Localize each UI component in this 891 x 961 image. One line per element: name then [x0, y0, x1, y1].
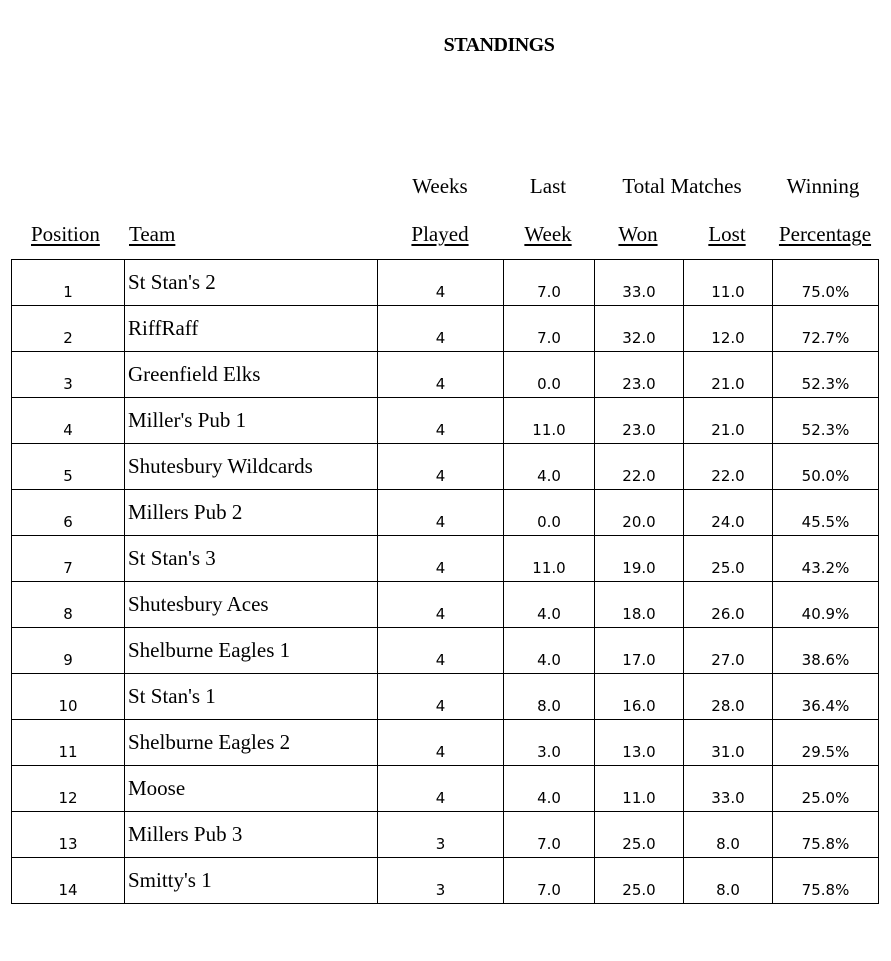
table-row	[12, 490, 879, 536]
weeks-played-cell: 4	[378, 628, 504, 674]
header-team: Team	[129, 222, 176, 246]
weeks-played-cell: 4	[378, 444, 504, 490]
won-cell: 20.0	[595, 490, 684, 536]
winning-percentage-cell: 75.0%	[773, 260, 879, 306]
table-row	[12, 398, 879, 444]
won-cell: 17.0	[595, 628, 684, 674]
won-cell: 32.0	[595, 306, 684, 352]
winning-percentage-cell: 40.9%	[773, 582, 879, 628]
position-cell: 11	[12, 720, 125, 766]
won-cell: 25.0	[595, 858, 684, 904]
weeks-played-cell: 4	[378, 766, 504, 812]
lost-cell: 26.0	[684, 582, 773, 628]
table-row	[12, 352, 879, 398]
header-total-matches: Total Matches	[622, 174, 742, 198]
position-cell: 5	[12, 444, 125, 490]
won-cell: 13.0	[595, 720, 684, 766]
last-week-cell: 11.0	[504, 398, 595, 444]
weeks-played-cell: 4	[378, 260, 504, 306]
team-name-cell: Shutesbury Aces	[125, 582, 378, 628]
position-cell: 12	[12, 766, 125, 812]
team-name-cell: St Stan's 2	[125, 260, 378, 306]
table-row	[12, 628, 879, 674]
header-position: Position	[31, 222, 100, 246]
last-week-cell: 4.0	[504, 766, 595, 812]
last-week-cell: 11.0	[504, 536, 595, 582]
won-cell: 19.0	[595, 536, 684, 582]
last-week-cell: 0.0	[504, 490, 595, 536]
winning-percentage-cell: 36.4%	[773, 674, 879, 720]
winning-percentage-cell: 75.8%	[773, 858, 879, 904]
position-cell: 7	[12, 536, 125, 582]
weeks-played-cell: 4	[378, 306, 504, 352]
position-cell: 14	[12, 858, 125, 904]
won-cell: 11.0	[595, 766, 684, 812]
lost-cell: 21.0	[684, 398, 773, 444]
header-weeks-top: Weeks	[412, 174, 468, 198]
weeks-played-cell: 3	[378, 812, 504, 858]
header-winning-percentage: Percentage	[778, 222, 872, 246]
weeks-played-cell: 4	[378, 352, 504, 398]
won-cell: 22.0	[595, 444, 684, 490]
won-cell: 18.0	[595, 582, 684, 628]
header-last-week: Week	[524, 222, 572, 246]
position-cell: 4	[12, 398, 125, 444]
won-cell: 16.0	[595, 674, 684, 720]
lost-cell: 27.0	[684, 628, 773, 674]
table-row	[12, 306, 879, 352]
team-name-cell: Smitty's 1	[125, 858, 378, 904]
header-won: Won	[618, 222, 658, 246]
team-name-cell: Shutesbury Wildcards	[125, 444, 378, 490]
last-week-cell: 8.0	[504, 674, 595, 720]
table-row	[12, 720, 879, 766]
last-week-cell: 4.0	[504, 628, 595, 674]
position-cell: 1	[12, 260, 125, 306]
lost-cell: 21.0	[684, 352, 773, 398]
position-cell: 9	[12, 628, 125, 674]
weeks-played-cell: 4	[378, 490, 504, 536]
winning-percentage-cell: 50.0%	[773, 444, 879, 490]
winning-percentage-cell: 75.8%	[773, 812, 879, 858]
lost-cell: 12.0	[684, 306, 773, 352]
won-cell: 23.0	[595, 352, 684, 398]
team-name-cell: St Stan's 3	[125, 536, 378, 582]
lost-cell: 25.0	[684, 536, 773, 582]
header-lost: Lost	[708, 222, 746, 246]
team-name-cell: Greenfield Elks	[125, 352, 378, 398]
winning-percentage-cell: 52.3%	[773, 398, 879, 444]
lost-cell: 11.0	[684, 260, 773, 306]
position-cell: 6	[12, 490, 125, 536]
team-name-cell: RiffRaff	[125, 306, 378, 352]
lost-cell: 31.0	[684, 720, 773, 766]
last-week-cell: 7.0	[504, 858, 595, 904]
winning-percentage-cell: 45.5%	[773, 490, 879, 536]
table-row	[12, 260, 879, 306]
header-winning-top: Winning	[786, 174, 860, 198]
table-row	[12, 858, 879, 904]
table-row	[12, 582, 879, 628]
team-name-cell: Moose	[125, 766, 378, 812]
team-name-cell: Miller's Pub 1	[125, 398, 378, 444]
winning-percentage-cell: 38.6%	[773, 628, 879, 674]
table-row	[12, 812, 879, 858]
winning-percentage-cell: 25.0%	[773, 766, 879, 812]
table-row	[12, 674, 879, 720]
last-week-cell: 0.0	[504, 352, 595, 398]
position-cell: 8	[12, 582, 125, 628]
weeks-played-cell: 4	[378, 674, 504, 720]
lost-cell: 33.0	[684, 766, 773, 812]
position-cell: 2	[12, 306, 125, 352]
winning-percentage-cell: 29.5%	[773, 720, 879, 766]
header-weeks-played: Played	[411, 222, 469, 246]
team-name-cell: Shelburne Eagles 2	[125, 720, 378, 766]
last-week-cell: 4.0	[504, 582, 595, 628]
position-cell: 10	[12, 674, 125, 720]
team-name-cell: St Stan's 1	[125, 674, 378, 720]
lost-cell: 24.0	[684, 490, 773, 536]
page-title: STANDINGS	[443, 34, 555, 56]
weeks-played-cell: 3	[378, 858, 504, 904]
team-name-cell: Millers Pub 2	[125, 490, 378, 536]
team-name-cell: Shelburne Eagles 1	[125, 628, 378, 674]
last-week-cell: 7.0	[504, 812, 595, 858]
team-name-cell: Millers Pub 3	[125, 812, 378, 858]
last-week-cell: 7.0	[504, 306, 595, 352]
last-week-cell: 3.0	[504, 720, 595, 766]
standings-body	[12, 260, 879, 904]
lost-cell: 28.0	[684, 674, 773, 720]
won-cell: 23.0	[595, 398, 684, 444]
last-week-cell: 4.0	[504, 444, 595, 490]
table-row	[12, 766, 879, 812]
weeks-played-cell: 4	[378, 720, 504, 766]
weeks-played-cell: 4	[378, 398, 504, 444]
header-last-top: Last	[529, 174, 567, 198]
standings-table	[11, 259, 879, 904]
position-cell: 13	[12, 812, 125, 858]
lost-cell: 8.0	[684, 812, 773, 858]
lost-cell: 22.0	[684, 444, 773, 490]
table-row	[12, 536, 879, 582]
winning-percentage-cell: 52.3%	[773, 352, 879, 398]
last-week-cell: 7.0	[504, 260, 595, 306]
winning-percentage-cell: 72.7%	[773, 306, 879, 352]
table-row	[12, 444, 879, 490]
won-cell: 33.0	[595, 260, 684, 306]
position-cell: 3	[12, 352, 125, 398]
weeks-played-cell: 4	[378, 582, 504, 628]
winning-percentage-cell: 43.2%	[773, 536, 879, 582]
won-cell: 25.0	[595, 812, 684, 858]
lost-cell: 8.0	[684, 858, 773, 904]
weeks-played-cell: 4	[378, 536, 504, 582]
